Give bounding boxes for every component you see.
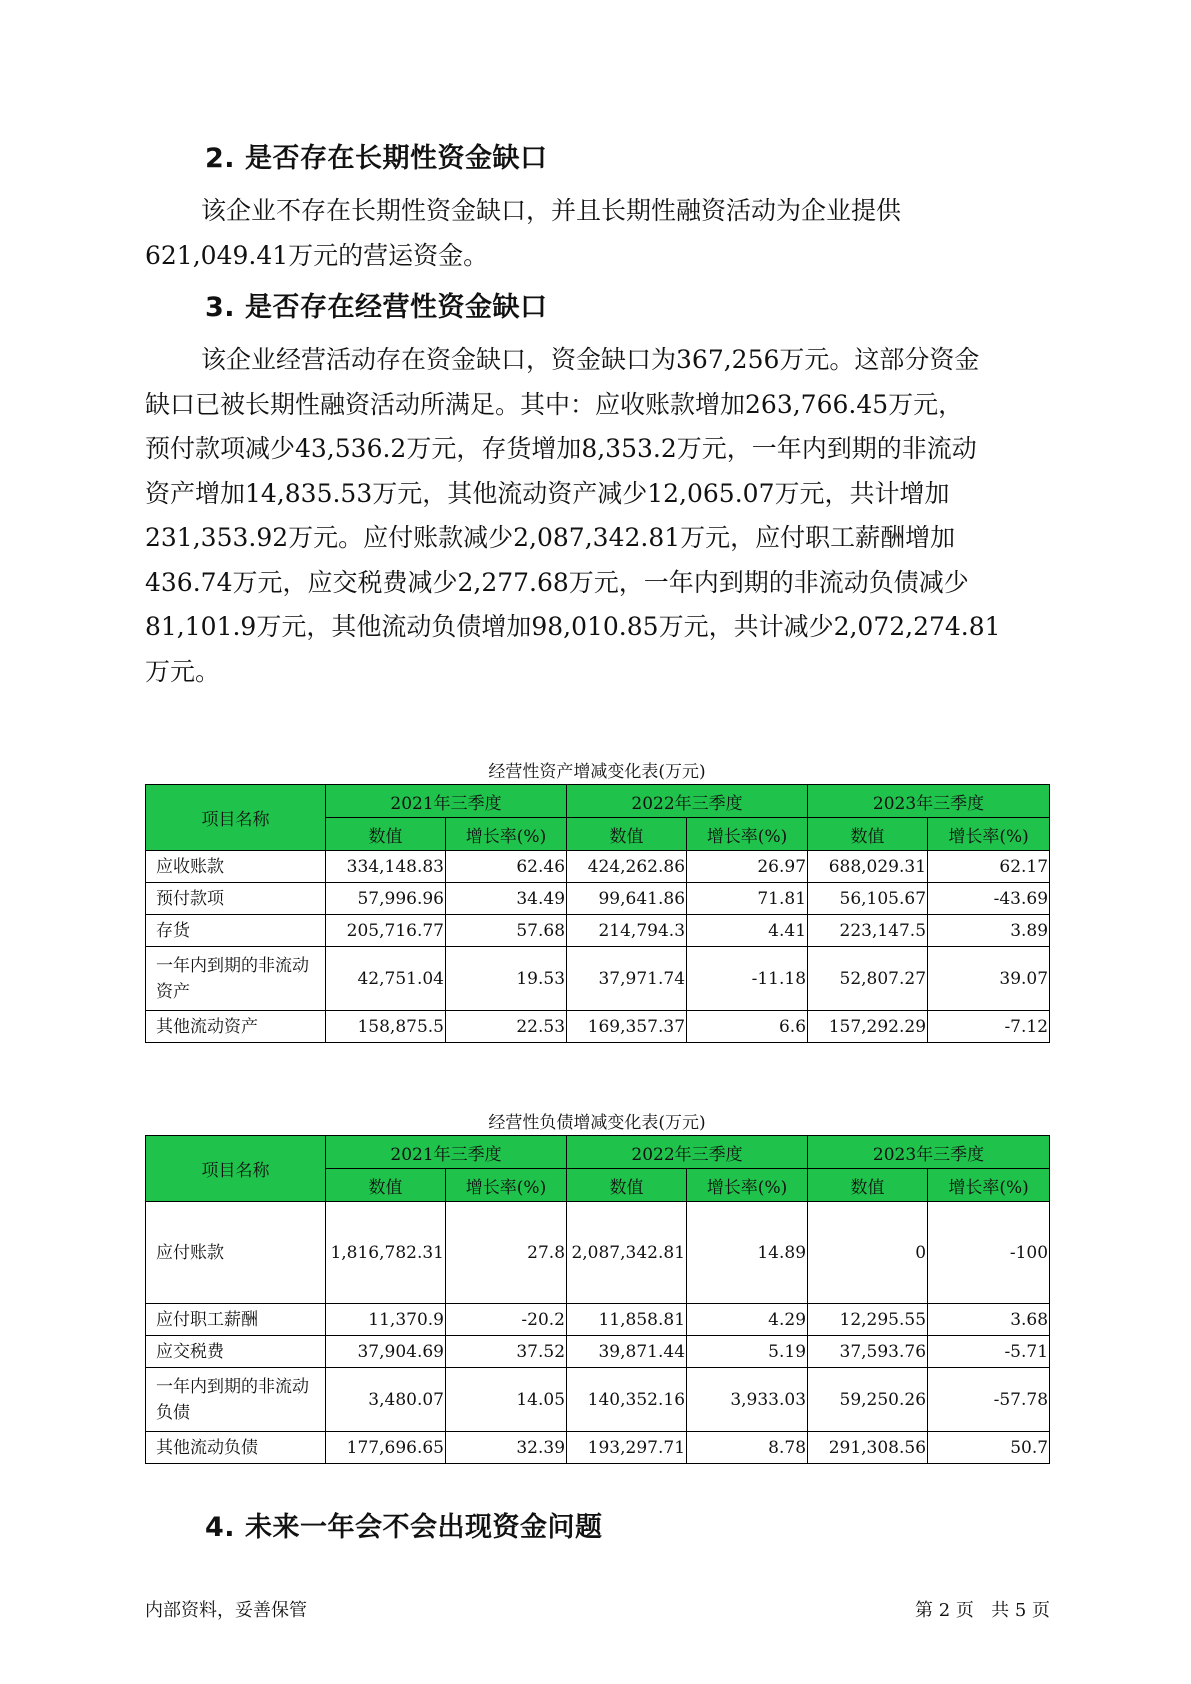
table-cell: 37,904.69	[326, 1336, 446, 1368]
column-header-growth: 增长率(%)	[928, 1169, 1050, 1202]
column-header-growth: 增长率(%)	[446, 1169, 567, 1202]
table-cell: 0	[808, 1202, 928, 1304]
section-heading-next-year: 4. 未来一年会不会出现资金问题	[205, 1512, 603, 1543]
table-cell: 27.8	[446, 1202, 567, 1304]
table-cell: 5.19	[687, 1336, 808, 1368]
table-cell: 62.46	[446, 851, 567, 883]
table-cell: 11,370.9	[326, 1304, 446, 1336]
column-header-period: 2023年三季度	[808, 785, 1050, 818]
table-cell: 6.6	[687, 1011, 808, 1043]
table-caption-assets: 经营性资产增减变化表(万元)	[488, 762, 706, 782]
table-cell: 158,875.5	[326, 1011, 446, 1043]
column-header-item: 项目名称	[146, 1136, 326, 1202]
table-cell: 22.53	[446, 1011, 567, 1043]
table-row	[146, 1202, 1050, 1304]
footer-confidential-note: 内部资料，妥善保管	[145, 1600, 307, 1621]
paragraph-line: 预付款项减少43,536.2万元，存货增加8,353.2万元，一年内到期的非流动	[145, 434, 977, 463]
operating-liabilities-table	[145, 1135, 1050, 1464]
table-cell: 59,250.26	[808, 1368, 928, 1432]
table-cell: 3,480.07	[326, 1368, 446, 1432]
table-row	[146, 851, 1050, 883]
column-header-growth: 增长率(%)	[928, 818, 1050, 851]
row-label: 预付款项	[146, 883, 326, 915]
table-cell: -5.71	[928, 1336, 1050, 1368]
table-cell: 32.39	[446, 1432, 567, 1464]
operating-assets-table	[145, 784, 1050, 1043]
table-cell: 214,794.3	[567, 915, 687, 947]
table-cell: 688,029.31	[808, 851, 928, 883]
column-header-value: 数值	[326, 1169, 446, 1202]
table-cell: 1,816,782.31	[326, 1202, 446, 1304]
column-header-period: 2022年三季度	[567, 785, 808, 818]
row-label: 应付职工薪酬	[146, 1304, 326, 1336]
column-header-item: 项目名称	[146, 785, 326, 851]
table-cell: 56,105.67	[808, 883, 928, 915]
footer-page-number: 第 2 页 共 5 页	[915, 1600, 1050, 1621]
table-row	[146, 1432, 1050, 1464]
row-label: 其他流动资产	[146, 1011, 326, 1043]
row-label: 一年内到期的非流动资产	[146, 947, 326, 1011]
table-cell: 42,751.04	[326, 947, 446, 1011]
table-cell: 424,262.86	[567, 851, 687, 883]
table-caption-liabilities: 经营性负债增减变化表(万元)	[488, 1113, 706, 1133]
paragraph-line: 231,353.92万元。应付账款减少2,087,342.81万元，应付职工薪酬增加	[145, 523, 956, 552]
table-cell: -20.2	[446, 1304, 567, 1336]
table-cell: 3.89	[928, 915, 1050, 947]
table-cell: 26.97	[687, 851, 808, 883]
paragraph-long-term-gap	[145, 189, 1050, 278]
table-cell: 62.17	[928, 851, 1050, 883]
column-header-value: 数值	[567, 1169, 687, 1202]
table-cell: 12,295.55	[808, 1304, 928, 1336]
table-row	[146, 1336, 1050, 1368]
column-header-growth: 增长率(%)	[687, 818, 808, 851]
row-label: 应收账款	[146, 851, 326, 883]
table-cell: 37,593.76	[808, 1336, 928, 1368]
table-cell: 39.07	[928, 947, 1050, 1011]
paragraph-line: 缺口已被长期性融资活动所满足。其中：应收账款增加263,766.45万元，	[145, 389, 964, 419]
column-header-period: 2021年三季度	[326, 785, 567, 818]
table-cell: 50.7	[928, 1432, 1050, 1464]
table-cell: 157,292.29	[808, 1011, 928, 1043]
table-cell: 52,807.27	[808, 947, 928, 1011]
table-cell: 14.05	[446, 1368, 567, 1432]
paragraph-line: 资产增加14,835.53万元，其他流动资产减少12,065.07万元，共计增加	[145, 478, 950, 508]
column-header-period: 2023年三季度	[808, 1136, 1050, 1169]
table-cell: 177,696.65	[326, 1432, 446, 1464]
table-cell: -11.18	[687, 947, 808, 1011]
table-cell: 205,716.77	[326, 915, 446, 947]
table-cell: 2,087,342.81	[567, 1202, 687, 1304]
paragraph-line: 该企业经营活动存在资金缺口，资金缺口为367,256万元。这部分资金	[201, 345, 980, 374]
table-cell: 34.49	[446, 883, 567, 915]
table-row	[146, 1011, 1050, 1043]
table-cell: 57,996.96	[326, 883, 446, 915]
table-cell: 3.68	[928, 1304, 1050, 1336]
table-cell: 57.68	[446, 915, 567, 947]
table-cell: 291,308.56	[808, 1432, 928, 1464]
table-cell: 334,148.83	[326, 851, 446, 883]
table-cell: 8.78	[687, 1432, 808, 1464]
paragraph-line: 81,101.9万元，其他流动负债增加98,010.85万元，共计减少2,072,274.81	[145, 612, 1001, 641]
column-header-value: 数值	[567, 818, 687, 851]
table-cell: 19.53	[446, 947, 567, 1011]
row-label: 应付账款	[146, 1202, 326, 1304]
column-header-growth: 增长率(%)	[687, 1169, 808, 1202]
column-header-period: 2022年三季度	[567, 1136, 808, 1169]
paragraph-line: 621,049.41万元的营运资金。	[145, 240, 489, 270]
table-cell: -7.12	[928, 1011, 1050, 1043]
table-cell: 193,297.71	[567, 1432, 687, 1464]
table-cell: 169,357.37	[567, 1011, 687, 1043]
table-cell: 71.81	[687, 883, 808, 915]
table-cell: 37.52	[446, 1336, 567, 1368]
table-cell: 4.41	[687, 915, 808, 947]
table-row	[146, 1304, 1050, 1336]
section-heading-operating-gap: 3. 是否存在经营性资金缺口	[205, 292, 548, 323]
column-header-value: 数值	[326, 818, 446, 851]
table-cell: 223,147.5	[808, 915, 928, 947]
table-cell: 99,641.86	[567, 883, 687, 915]
paragraph-line: 万元。	[145, 656, 221, 686]
table-cell: 3,933.03	[687, 1368, 808, 1432]
table-cell: 11,858.81	[567, 1304, 687, 1336]
table-cell: 39,871.44	[567, 1336, 687, 1368]
table-row	[146, 947, 1050, 1011]
table-cell: 37,971.74	[567, 947, 687, 1011]
paragraph-operating-gap	[145, 338, 1050, 694]
table-row	[146, 883, 1050, 915]
column-header-period: 2021年三季度	[326, 1136, 567, 1169]
table-cell: -43.69	[928, 883, 1050, 915]
column-header-value: 数值	[808, 818, 928, 851]
table-cell: -57.78	[928, 1368, 1050, 1432]
row-label: 其他流动负债	[146, 1432, 326, 1464]
row-label: 存货	[146, 915, 326, 947]
table-cell: -100	[928, 1202, 1050, 1304]
table-row	[146, 1368, 1050, 1432]
table-cell: 140,352.16	[567, 1368, 687, 1432]
row-label: 应交税费	[146, 1336, 326, 1368]
column-header-growth: 增长率(%)	[446, 818, 567, 851]
row-label: 一年内到期的非流动负债	[146, 1368, 326, 1432]
column-header-value: 数值	[808, 1169, 928, 1202]
paragraph-line: 该企业不存在长期性资金缺口，并且长期性融资活动为企业提供	[201, 196, 902, 225]
paragraph-line: 436.74万元，应交税费减少2,277.68万元，一年内到期的非流动负债减少	[145, 567, 969, 597]
table-cell: 4.29	[687, 1304, 808, 1336]
table-cell: 14.89	[687, 1202, 808, 1304]
section-heading-long-term-gap: 2. 是否存在长期性资金缺口	[205, 143, 548, 174]
table-row	[146, 915, 1050, 947]
